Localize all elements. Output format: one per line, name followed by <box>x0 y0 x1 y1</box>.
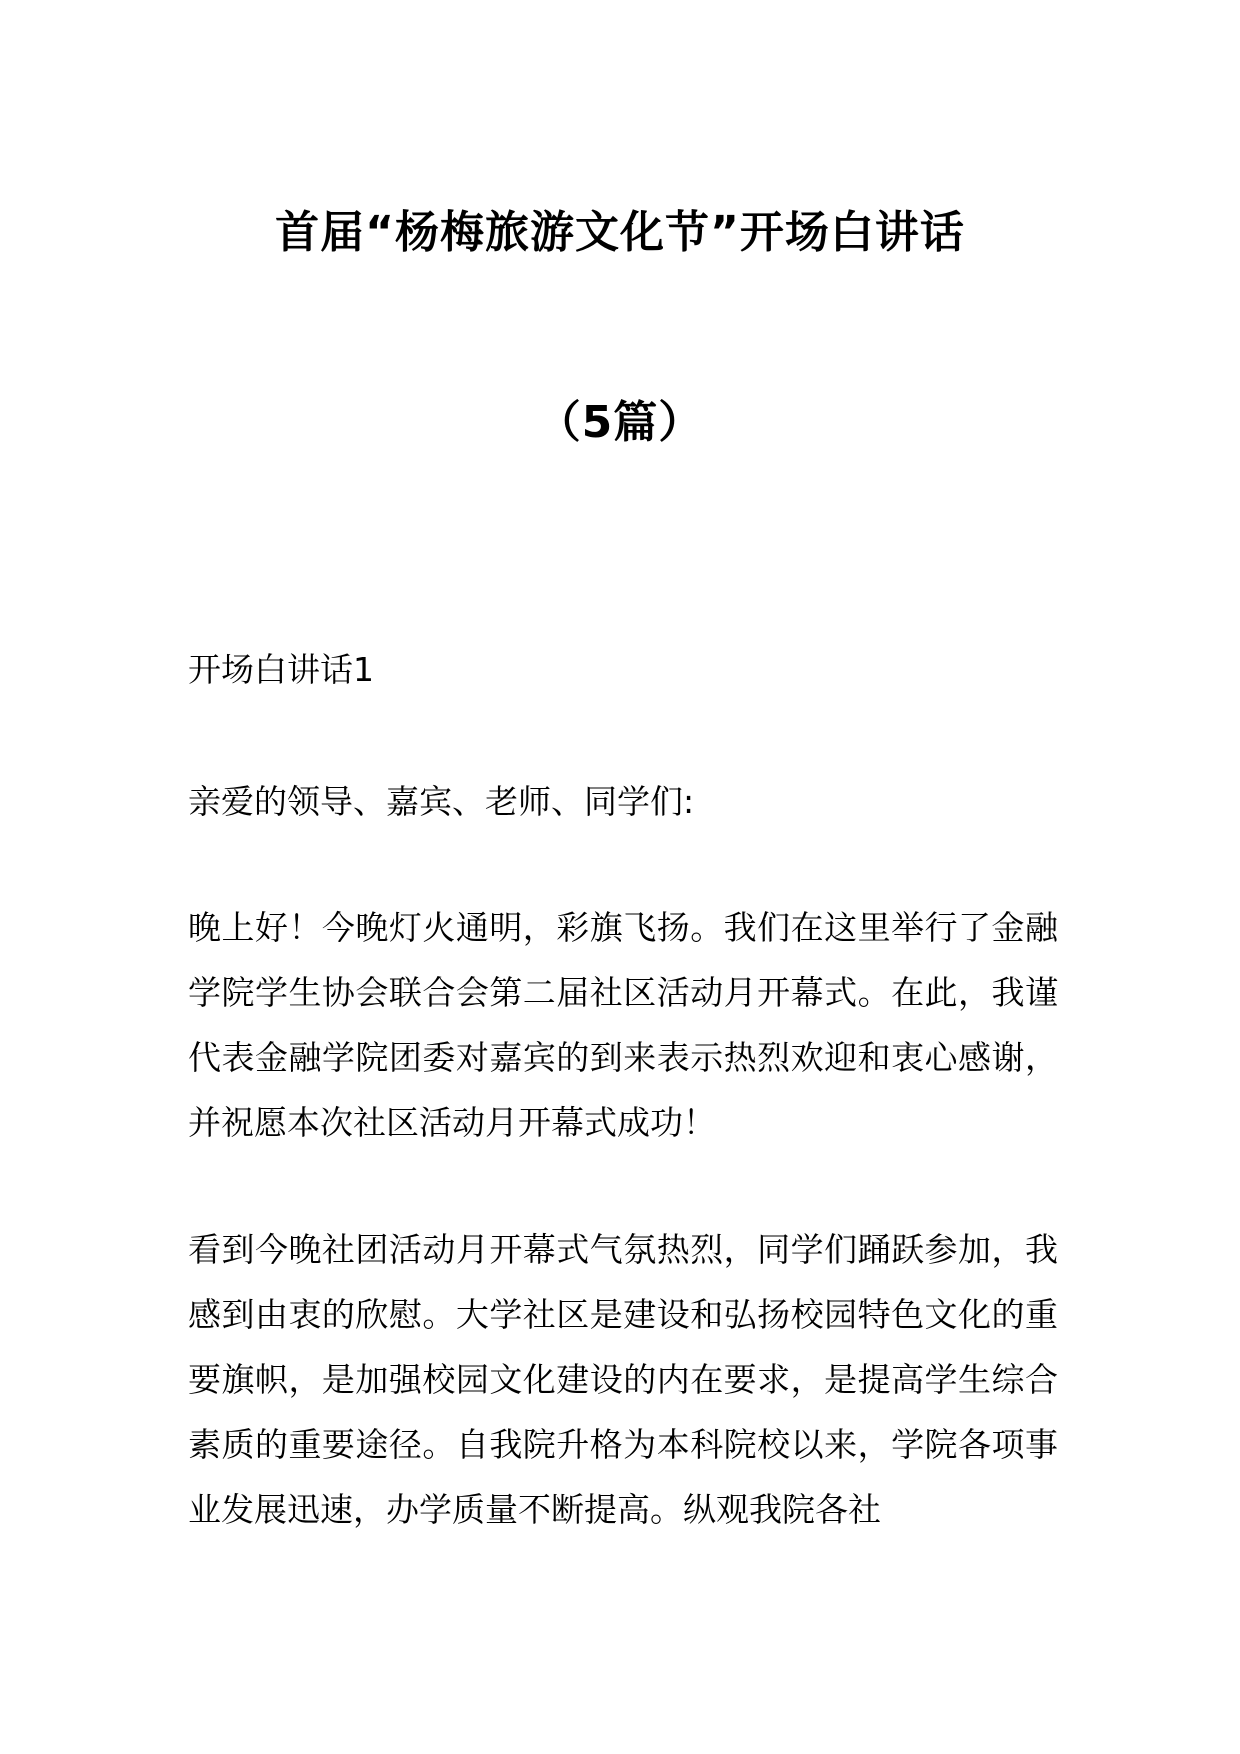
salutation: 亲爱的领导、嘉宾、老师、同学们: <box>188 782 695 821</box>
document-title: 首届“杨梅旅游文化节”开场白讲话 <box>275 207 965 258</box>
section-heading: 开场白讲话1 <box>188 650 374 689</box>
document-subtitle: （5篇） <box>536 397 704 448</box>
paragraph: 看到今晚社团活动月开幕式气氛热烈，同学们踊跃参加，我感到由衷的欣慰。大学社区是建设和弘扬校园特色文化的重要旗帜，是加强校园文化建设的内在要求，是提高学生综合素质的重要途径。自我院升格为本科院校以来，学院各项事业发展迅速，办学质量不断提高。纵观我院各社 <box>188 1230 1058 1529</box>
paragraph: 晚上好！今晚灯火通明，彩旗飞扬。我们在这里举行了金融学院学生协会联合会第二届社区活动月开幕式。在此，我谨代表金融学院团委对嘉宾的到来表示热烈欢迎和衷心感谢，并祝愿本次社区活动月开幕式成功！ <box>188 908 1058 1142</box>
